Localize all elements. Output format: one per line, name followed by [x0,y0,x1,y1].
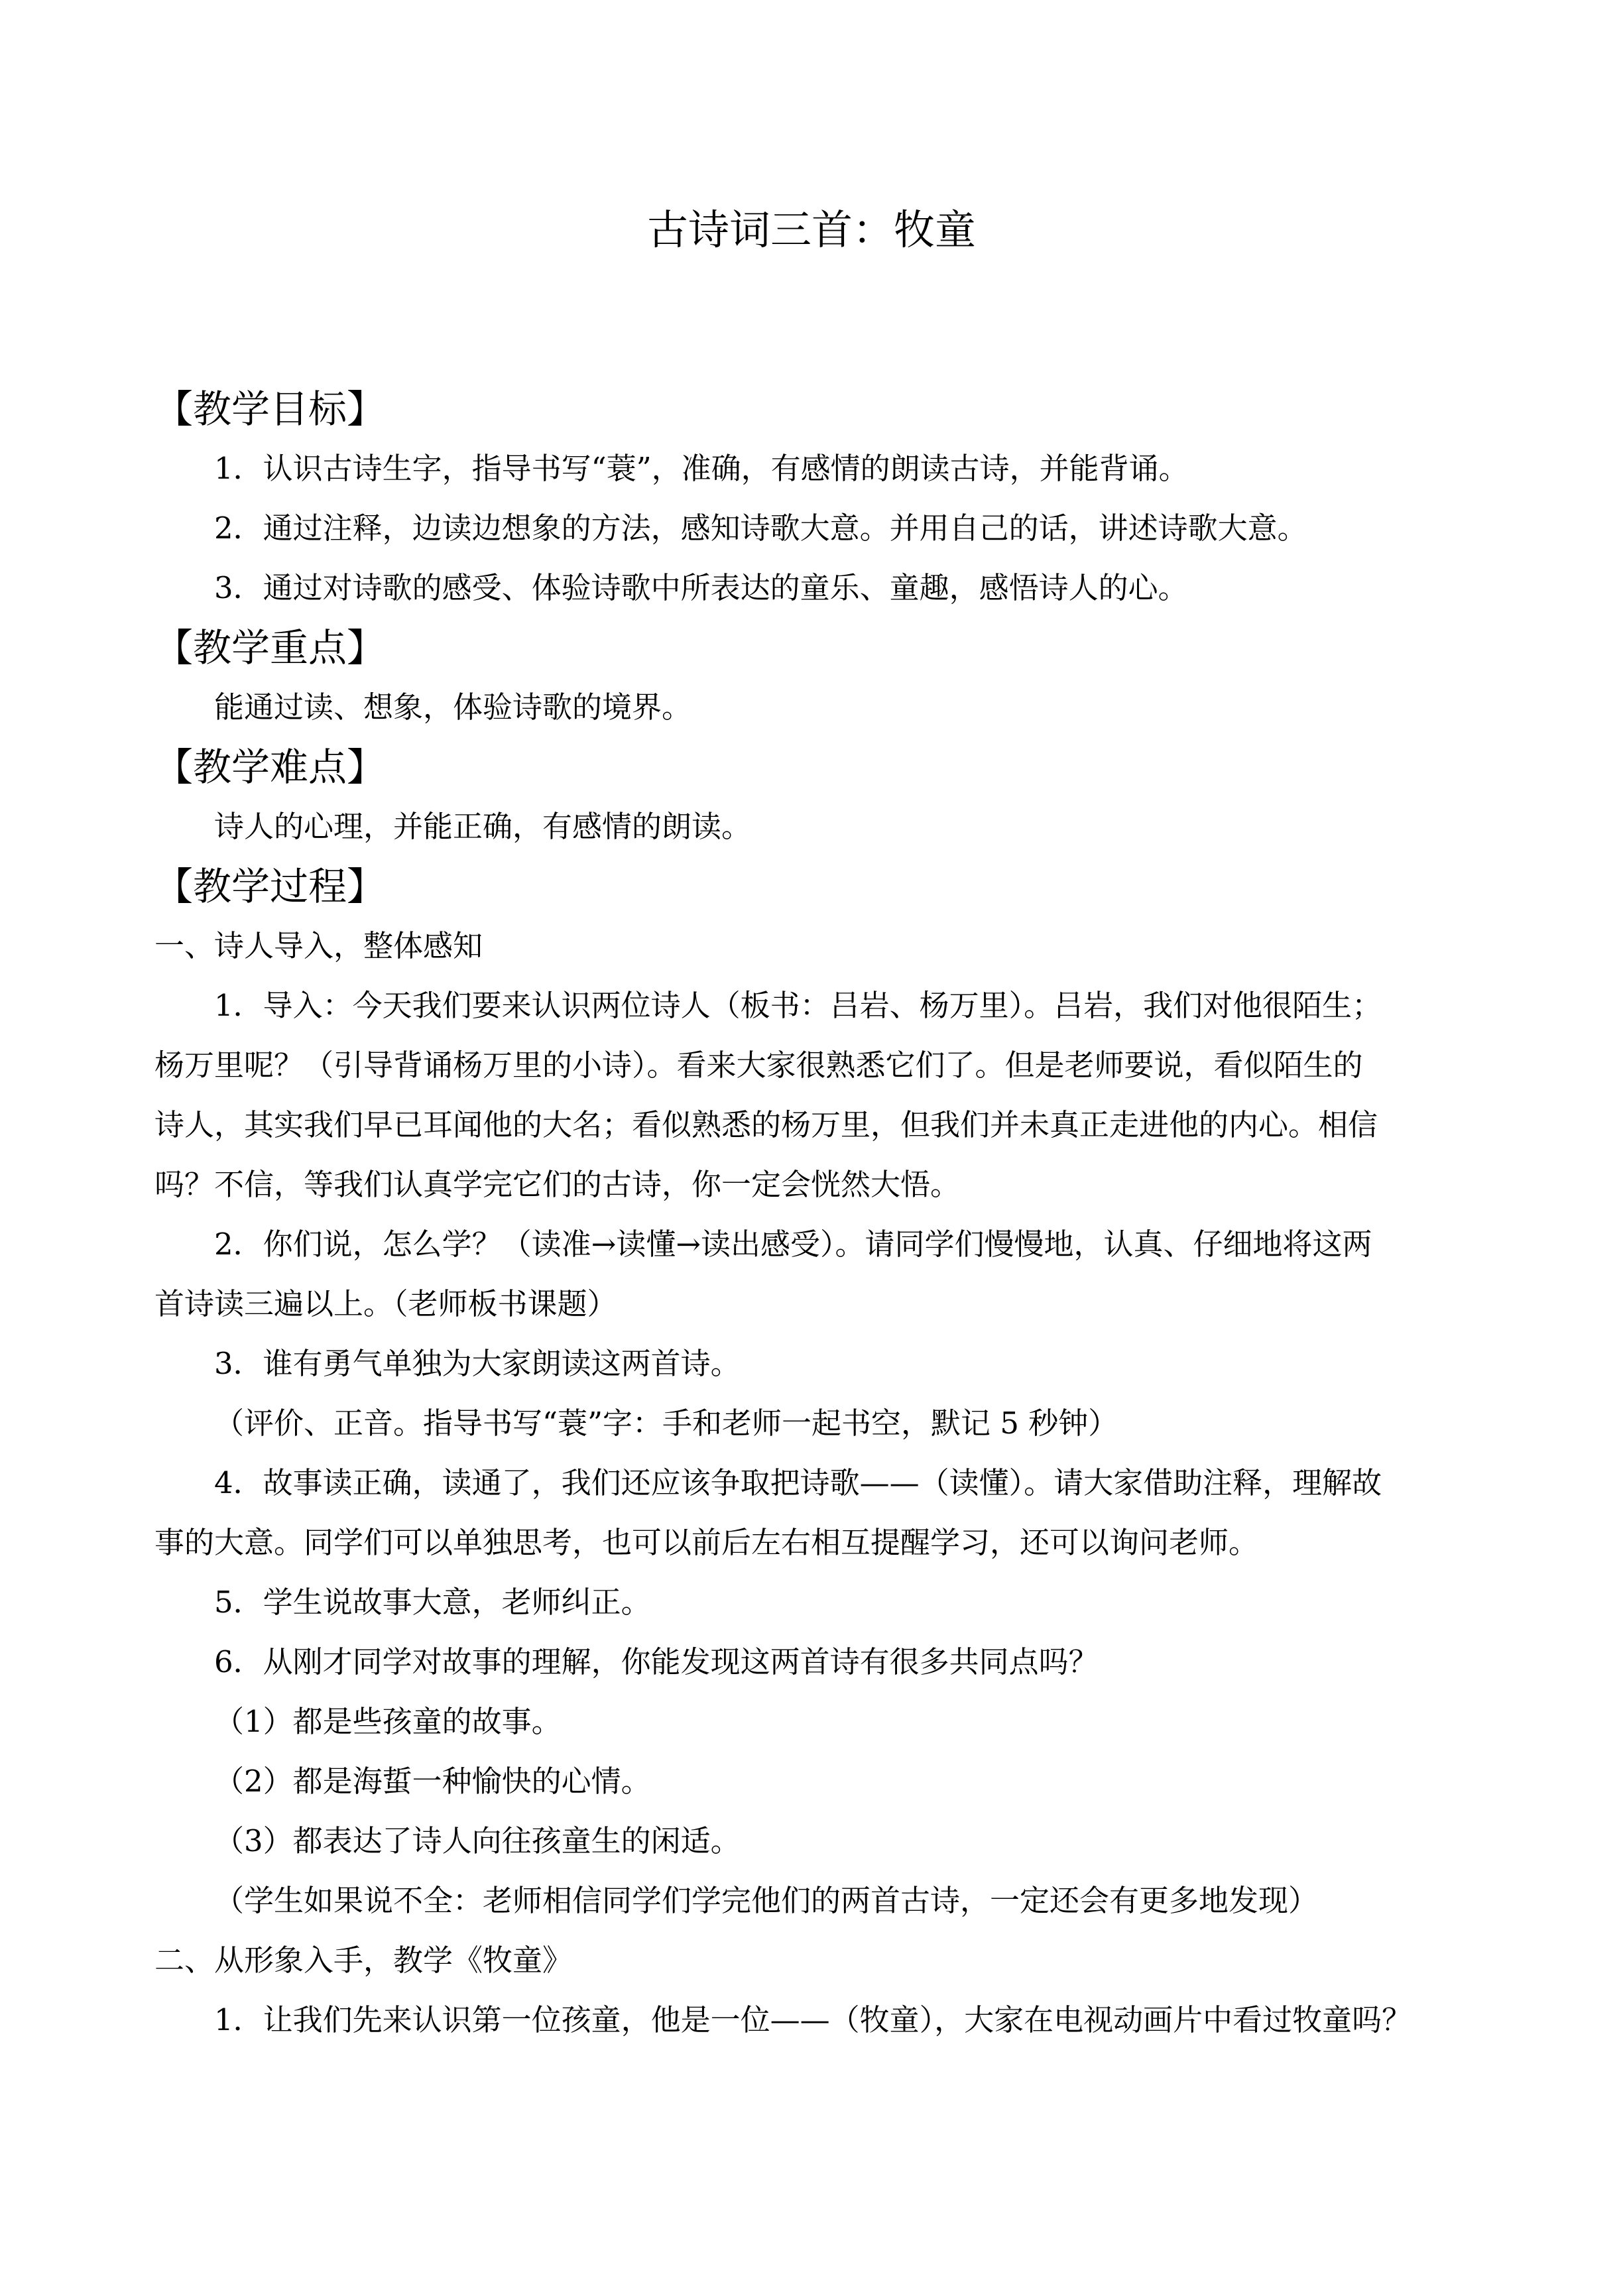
paragraph-line: 杨万里呢？（引导背诵杨万里的小诗）。看来大家很熟悉它们了。但是老师要说，看似陌生的 [154,1048,1363,1083]
objective-item: 3．通过对诗歌的感受、体验诗歌中所表达的童乐、童趣，感悟诗人的心。 [214,570,1188,605]
process-part2-title: 二、从形象入手，教学《牧童》 [154,1943,573,1978]
paragraph-line: 首诗读三遍以上。（老师板书课题） [154,1286,617,1321]
key-points-text: 能通过读、想象，体验诗歌的境界。 [214,690,692,725]
difficulties-heading: 【教学难点】 [154,745,386,790]
process-heading: 【教学过程】 [154,864,386,909]
list-item: （2）都是海蜇一种愉快的心情。 [214,1764,651,1799]
paragraph-line: 3．谁有勇气单独为大家朗读这两首诗。 [214,1346,741,1381]
page-title: 古诗词三首：牧童 [646,206,976,254]
paragraph-line: 6．从刚才同学对故事的理解，你能发现这两首诗有很多共同点吗？ [214,1644,1099,1679]
paragraph-note: （评价、正音。指导书写“蓑”字：手和老师一起书空，默记 5 秒钟） [214,1406,1118,1441]
process-part1-title: 一、诗人导入，整体感知 [154,928,483,963]
objectives-heading: 【教学目标】 [154,387,386,432]
paragraph-line: 1．让我们先来认识第一位孩童，他是一位——（牧童），大家在电视动画片中看过牧童吗？ [214,2002,1412,2037]
paragraph-line: 2．你们说，怎么学？（读准→读懂→读出感受）。请同学们慢慢地，认真、仔细地将这两 [214,1227,1372,1262]
paragraph-line: 4．故事读正确，读通了，我们还应该争取把诗歌——（读懂）。请大家借助注释，理解故 [214,1465,1382,1500]
paragraph-line: 1．导入：今天我们要来认识两位诗人（板书：吕岩、杨万里）。吕岩，我们对他很陌生； [214,988,1382,1023]
objective-item: 2．通过注释，边读边想象的方法，感知诗歌大意。并用自己的话，讲述诗歌大意。 [214,511,1307,546]
difficulties-text: 诗人的心理，并能正确，有感情的朗读。 [214,809,752,844]
document-body [154,379,1474,2050]
objective-item: 1．认识古诗生字，指导书写“蓑”，准确，有感情的朗读古诗，并能背诵。 [214,451,1189,486]
list-item: （3）都表达了诗人向往孩童生的闲适。 [214,1823,741,1858]
paragraph-line: 吗？不信，等我们认真学完它们的古诗，你一定会恍然大悟。 [154,1167,961,1202]
paragraph-line: 诗人，其实我们早已耳闻他的大名；看似熟悉的杨万里，但我们并未真正走进他的内心。相信 [154,1107,1378,1142]
key-points-heading: 【教学重点】 [154,625,386,670]
paragraph-note: （学生如果说不全：老师相信同学们学完他们的两首古诗，一定还会有更多地发现） [214,1883,1319,1918]
paragraph-line: 事的大意。同学们可以单独思考，也可以前后左右相互提醒学习，还可以询问老师。 [154,1525,1259,1560]
list-item: （1）都是些孩童的故事。 [214,1704,562,1739]
paragraph-line: 5．学生说故事大意，老师纠正。 [214,1585,651,1620]
